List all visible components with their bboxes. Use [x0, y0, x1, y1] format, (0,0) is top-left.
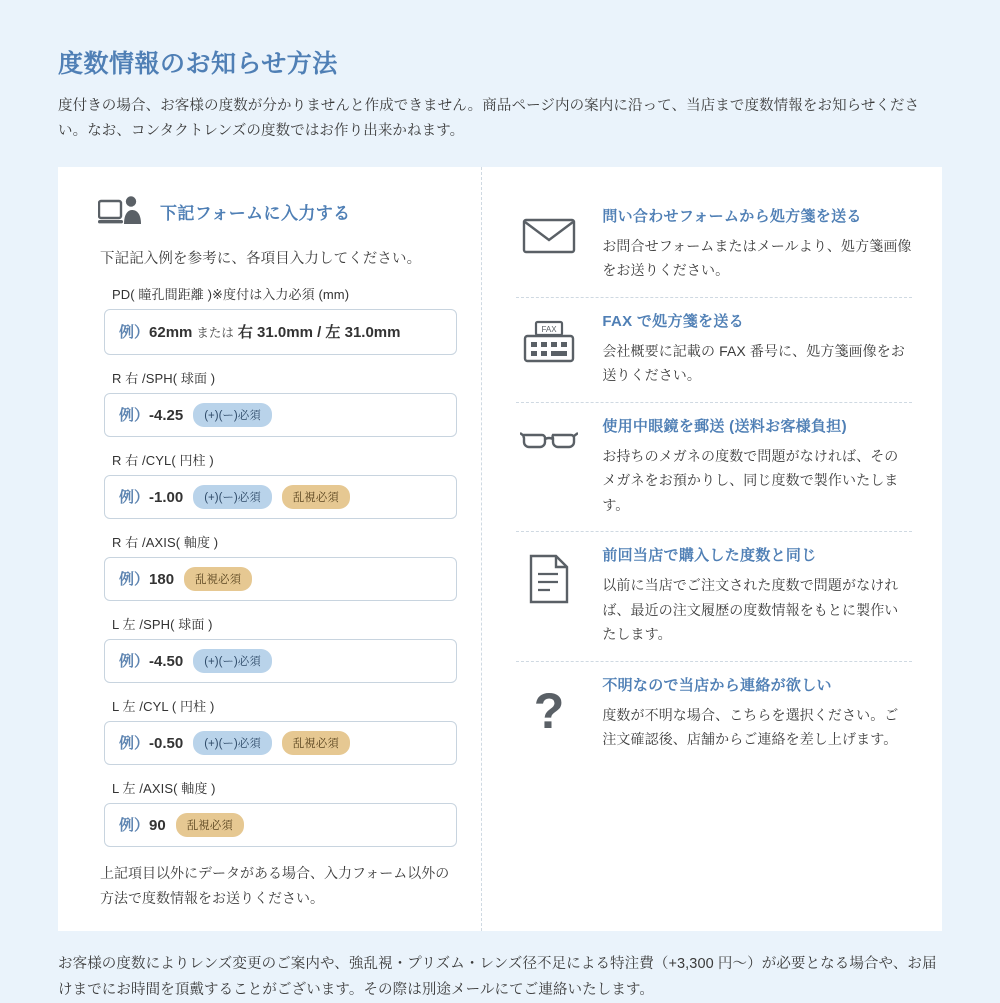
tag-sign-required: (+)(ー)必須	[193, 649, 272, 673]
field-l-axis	[94, 778, 457, 847]
form-input-column	[58, 167, 482, 931]
fax-icon	[516, 310, 582, 388]
field-l-sph	[94, 614, 457, 683]
method-item-inquiry-form[interactable]	[516, 193, 912, 298]
footnote: お客様の度数によりレンズ変更のご案内や、強乱視・プリズム・レンズ径不足による特注費（+3,300 円～）が必要となる場合や、お届けまでにお時間を頂戴することがございます。その際は別途メールにてご連絡いたします。	[58, 956, 937, 999]
field-l-sph-label: L 左 /SPH( 球面 )	[112, 616, 213, 632]
field-l-sph-example: 例）-4.50	[119, 653, 184, 671]
lead-paragraph: 度付きの場合、お客様の度数が分かりませんと作成できません。商品ページ内の案内に沿って、当店まで度数情報をお知らせください。なお、コンタクトレンズの度数ではお作り出来かねます。	[58, 98, 920, 140]
question-mark-icon	[516, 674, 582, 752]
field-l-axis-label: L 左 /AXIS( 軸度 )	[112, 780, 216, 796]
field-l-cyl-label: L 左 /CYL ( 円柱 )	[112, 698, 215, 714]
field-pd-input[interactable]	[104, 309, 457, 355]
glasses-icon	[516, 415, 582, 518]
field-l-axis-input[interactable]	[104, 803, 457, 847]
field-r-cyl-input[interactable]	[104, 475, 457, 519]
field-l-cyl-input[interactable]	[104, 721, 457, 765]
method-text: お持ちのメガネの度数で問題がなければ、そのメガネをお預かりし、同じ度数で製作いたします。	[602, 447, 899, 513]
tag-astigmatism-required: 乱視必須	[184, 567, 252, 591]
tag-sign-required: (+)(ー)必須	[193, 731, 272, 755]
tag-astigmatism-required: 乱視必須	[282, 731, 350, 755]
field-pd-example: 例）62mm または 右 31.0mm / 左 31.0mm	[119, 324, 401, 342]
method-item-fax[interactable]	[516, 298, 912, 403]
form-input-footer: 上記項目以外にデータがある場合、入力フォーム以外の方法で度数情報をお送りください。	[100, 864, 450, 906]
page-title: 度数情報のお知らせ方法	[58, 50, 338, 78]
field-r-sph-input[interactable]	[104, 393, 457, 437]
field-l-cyl-example: 例）-0.50	[119, 735, 184, 753]
other-methods-column	[482, 167, 942, 931]
form-person-icon	[98, 195, 144, 229]
form-input-title: 下記フォームに入力する	[160, 204, 351, 224]
field-r-axis-input[interactable]	[104, 557, 457, 601]
field-r-axis-example: 例）180	[119, 571, 175, 589]
form-input-heading	[98, 195, 457, 229]
method-item-mail-glasses[interactable]	[516, 403, 912, 533]
tag-sign-required: (+)(ー)必須	[193, 403, 272, 427]
document-icon	[516, 544, 582, 647]
svg-text:?: ?	[534, 683, 565, 734]
method-text: 会社概要に記載の FAX 番号に、処方箋画像をお送りください。	[602, 342, 905, 384]
method-title: 前回当店で購入した度数と同じ	[602, 547, 817, 565]
field-r-axis-label: R 右 /AXIS( 軸度 )	[112, 534, 219, 550]
field-r-cyl-label: R 右 /CYL( 円柱 )	[112, 452, 214, 468]
field-r-sph	[94, 368, 457, 437]
tag-astigmatism-required: 乱視必須	[176, 813, 244, 837]
method-title: 不明なので当店から連絡が欲しい	[602, 676, 832, 694]
field-l-axis-example: 例）90	[119, 817, 166, 835]
envelope-icon	[516, 205, 582, 283]
field-pd	[94, 284, 457, 355]
field-r-axis	[94, 532, 457, 601]
form-input-subtitle: 下記記入例を参考に、各項目入力してください。	[100, 250, 422, 267]
method-item-previous-order[interactable]	[516, 532, 912, 662]
method-title: FAX で処方箋を送る	[602, 312, 744, 330]
svg-text:FAX: FAX	[541, 324, 557, 334]
field-pd-label: PD( 瞳孔間距離 )※度付は入力必須 (mm)	[112, 286, 350, 302]
field-r-sph-example: 例）-4.25	[119, 407, 184, 425]
method-text: お問合せフォームまたはメールより、処方箋画像をお送りください。	[602, 237, 912, 279]
field-r-cyl-example: 例）-1.00	[119, 489, 184, 507]
field-l-cyl	[94, 696, 457, 765]
method-text: 以前に当店でご注文された度数で問題がなければ、最近の注文履歴の度数情報をもとに製作いたします。	[602, 577, 899, 643]
field-r-cyl	[94, 450, 457, 519]
tag-sign-required: (+)(ー)必須	[193, 485, 272, 509]
field-r-sph-label: R 右 /SPH( 球面 )	[112, 370, 216, 386]
method-item-contact-me[interactable]	[516, 662, 912, 766]
method-title: 問い合わせフォームから処方箋を送る	[602, 207, 862, 225]
field-l-sph-input[interactable]	[104, 639, 457, 683]
tag-astigmatism-required: 乱視必須	[282, 485, 350, 509]
method-text: 度数が不明な場合、こちらを選択ください。ご注文確認後、店舗からご連絡を差し上げます。	[602, 706, 899, 748]
method-title: 使用中眼鏡を郵送 (送料お客様負担)	[602, 417, 847, 435]
info-panel	[58, 167, 942, 931]
